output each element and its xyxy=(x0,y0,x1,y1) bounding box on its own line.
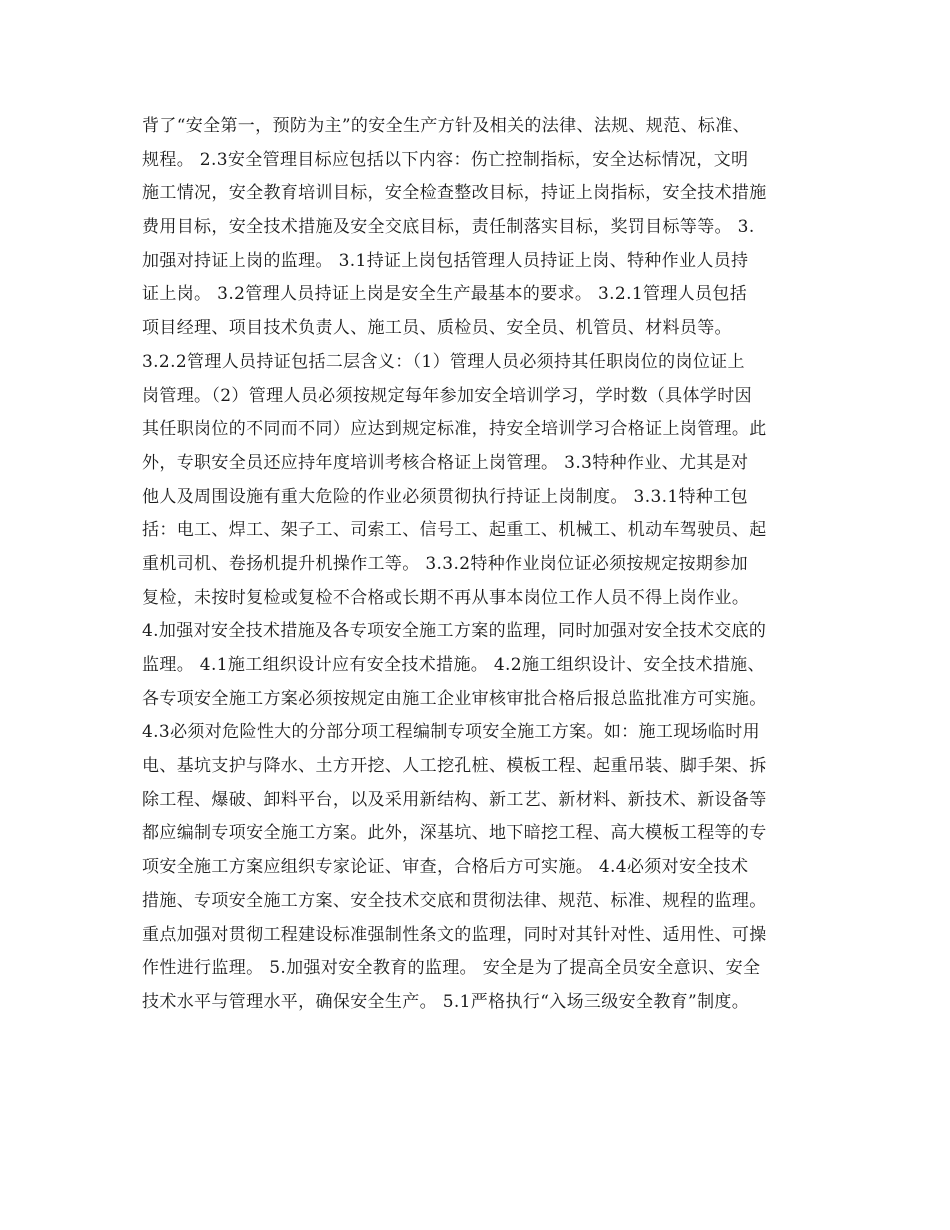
text-line-15: 复检，未按时复检或复检不合格或长期不再从事本岗位工作人员不得上岗作业。 xyxy=(142,587,750,608)
text-line-6: 证上岗。 3.2管理人员持证上岗是安全生产最基本的要求。 3.2.1管理人员包括 xyxy=(142,284,748,305)
text-line-27: 技术水平与管理水平，确保安全生产。 5.1严格执行“入场三级安全教育”制度。 xyxy=(142,991,750,1012)
text-line-17: 监理。 4.1施工组织设计应有安全技术措施。 4.2施工组织设计、安全技术措施、 xyxy=(142,655,765,675)
text-line-26: 作性进行监理。 5.加强对安全教育的监理。 安全是为了提高全员安全意识、安全 xyxy=(142,958,761,979)
text-line-9: 岗管理。（2）管理人员必须按规定每年参加安全培训学习，学时数（具体学时因 xyxy=(142,385,752,406)
text-line-18: 各专项安全施工方案必须按规定由施工企业审核审批合格后报总监批准方可实施。 xyxy=(142,688,767,709)
text-line-2: 规程。 2.3安全管理目标应包括以下内容：伤亡控制指标，安全达标情况，文明 xyxy=(142,149,749,170)
text-line-11: 外，专职安全员还应持年度培训考核合格证上岗管理。 3.3特种作业、尤其是对 xyxy=(142,452,749,473)
text-line-20: 电、基坑支护与降水、土方开挖、人工挖孔桩、模板工程、起重吊装、脚手架、拆 xyxy=(142,756,767,777)
body-text xyxy=(142,110,822,1020)
text-line-8: 3.2.2管理人员持证包括二层含义：（1）管理人员必须持其任职岗位的岗位证上 xyxy=(142,351,745,372)
text-line-23: 项安全施工方案应组织专家论证、审查，合格后方可实施。 4.4必须对安全技术 xyxy=(142,857,749,878)
text-line-4: 费用目标，安全技术措施及安全交底目标，责任制落实目标，奖罚目标等等。 3. xyxy=(142,217,755,238)
text-line-5: 加强对持证上岗的监理。 3.1持证上岗包括管理人员持证上岗、特种作业人员持 xyxy=(142,250,749,271)
text-line-3: 施工情况，安全教育培训目标，安全检查整改目标，持证上岗指标，安全技术措施 xyxy=(142,183,767,204)
text-line-25: 重点加强对贯彻工程建设标准强制性条文的监理，同时对其针对性、适用性、可操 xyxy=(142,924,767,945)
text-line-12: 他人及周围设施有重大危险的作业必须贯彻执行持证上岗制度。 3.3.1特种工包 xyxy=(142,486,748,507)
text-line-21: 除工程、爆破、卸料平台，以及采用新结构、新工艺、新材料、新技术、新设备等 xyxy=(142,789,767,810)
text-line-19: 4.3必须对危险性大的分部分项工程编制专项安全施工方案。如：施工现场临时用 xyxy=(142,722,760,743)
text-line-22: 都应编制专项安全施工方案。此外，深基坑、地下暗挖工程、高大模板工程等的专 xyxy=(142,823,767,844)
text-line-24: 措施、专项安全施工方案、安全技术交底和贯彻法律、规范、标准、规程的监理。 xyxy=(142,890,767,911)
text-line-1: 背了“安全第一，预防为主”的安全生产方针及相关的法律、法规、规范、标准、 xyxy=(142,116,750,136)
text-line-14: 重机司机、卷扬机提升机操作工等。 3.3.2特种作业岗位证必须按规定按期参加 xyxy=(142,553,748,574)
text-line-10: 其任职岗位的不同而不同）应达到规定标准，持安全培训学习合格证上岗管理。此 xyxy=(142,419,767,440)
text-line-16: 4.加强对安全技术措施及各专项安全施工方案的监理，同时加强对安全技术交底的 xyxy=(142,621,767,642)
text-line-13: 括：电工、焊工、架子工、司索工、信号工、起重工、机械工、机动车驾驶员、起 xyxy=(142,520,767,541)
text-line-7: 项目经理、项目技术负责人、施工员、质检员、安全员、机管员、材料员等。 xyxy=(142,318,732,339)
